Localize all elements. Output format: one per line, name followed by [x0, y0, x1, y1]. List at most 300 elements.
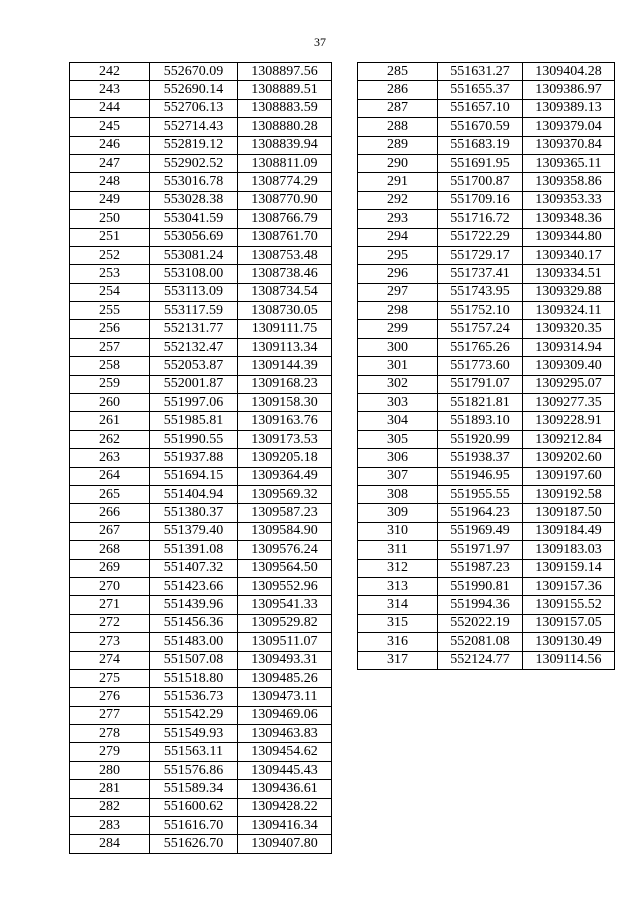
point-number-cell: 262	[70, 430, 150, 448]
x-coordinate-cell: 551616.70	[150, 817, 238, 835]
table-row	[358, 173, 615, 191]
y-coordinate-cell: 1309155.52	[523, 596, 615, 614]
table-row	[358, 614, 615, 632]
table-row	[70, 798, 332, 816]
table-row	[358, 99, 615, 117]
table-row	[70, 541, 332, 559]
y-coordinate-cell: 1309428.22	[238, 798, 332, 816]
y-coordinate-cell: 1309365.11	[523, 154, 615, 172]
point-number-cell: 276	[70, 688, 150, 706]
table-row	[70, 302, 332, 320]
x-coordinate-cell: 551694.15	[150, 467, 238, 485]
point-number-cell: 287	[358, 99, 438, 117]
x-coordinate-cell: 551507.08	[150, 651, 238, 669]
point-number-cell: 265	[70, 485, 150, 503]
x-coordinate-cell: 551631.27	[438, 63, 523, 81]
x-coordinate-cell: 551380.37	[150, 504, 238, 522]
table-row	[70, 210, 332, 228]
x-coordinate-cell: 551757.24	[438, 320, 523, 338]
x-coordinate-cell: 551937.88	[150, 449, 238, 467]
point-number-cell: 288	[358, 118, 438, 136]
point-number-cell: 282	[70, 798, 150, 816]
table-row	[70, 173, 332, 191]
x-coordinate-cell: 551518.80	[150, 669, 238, 687]
table-row	[70, 467, 332, 485]
y-coordinate-cell: 1309340.17	[523, 246, 615, 264]
y-coordinate-cell: 1309587.23	[238, 504, 332, 522]
x-coordinate-cell: 553117.59	[150, 302, 238, 320]
y-coordinate-cell: 1309541.33	[238, 596, 332, 614]
point-number-cell: 263	[70, 449, 150, 467]
table-row	[70, 504, 332, 522]
table-row	[358, 136, 615, 154]
point-number-cell: 303	[358, 394, 438, 412]
table-row	[358, 467, 615, 485]
x-coordinate-cell: 551536.73	[150, 688, 238, 706]
y-coordinate-cell: 1309416.34	[238, 817, 332, 835]
x-coordinate-cell: 551589.34	[150, 780, 238, 798]
x-coordinate-cell: 551657.10	[438, 99, 523, 117]
x-coordinate-cell: 551969.49	[438, 522, 523, 540]
x-coordinate-cell: 551791.07	[438, 375, 523, 393]
point-number-cell: 259	[70, 375, 150, 393]
y-coordinate-cell: 1308811.09	[238, 154, 332, 172]
table-row	[70, 485, 332, 503]
point-number-cell: 270	[70, 577, 150, 595]
x-coordinate-cell: 552022.19	[438, 614, 523, 632]
x-coordinate-cell: 551407.32	[150, 559, 238, 577]
point-number-cell: 281	[70, 780, 150, 798]
point-number-cell: 247	[70, 154, 150, 172]
y-coordinate-cell: 1308839.94	[238, 136, 332, 154]
table-row	[70, 614, 332, 632]
table-row	[70, 596, 332, 614]
table-row	[358, 577, 615, 595]
point-number-cell: 272	[70, 614, 150, 632]
x-coordinate-cell: 551955.55	[438, 485, 523, 503]
table-row	[70, 191, 332, 209]
x-coordinate-cell: 551439.96	[150, 596, 238, 614]
x-coordinate-cell: 551743.95	[438, 283, 523, 301]
point-number-cell: 275	[70, 669, 150, 687]
y-coordinate-cell: 1309454.62	[238, 743, 332, 761]
point-number-cell: 245	[70, 118, 150, 136]
point-number-cell: 311	[358, 541, 438, 559]
y-coordinate-cell: 1309324.11	[523, 302, 615, 320]
y-coordinate-cell: 1309473.11	[238, 688, 332, 706]
table-row	[70, 430, 332, 448]
x-coordinate-cell: 551456.36	[150, 614, 238, 632]
table-row	[70, 246, 332, 264]
table-row	[358, 375, 615, 393]
point-number-cell: 254	[70, 283, 150, 301]
y-coordinate-cell: 1309552.96	[238, 577, 332, 595]
y-coordinate-cell: 1309159.14	[523, 559, 615, 577]
y-coordinate-cell: 1308770.90	[238, 191, 332, 209]
point-number-cell: 261	[70, 412, 150, 430]
x-coordinate-cell: 551700.87	[438, 173, 523, 191]
point-number-cell: 299	[358, 320, 438, 338]
x-coordinate-cell: 553016.78	[150, 173, 238, 191]
coordinates-table-left	[69, 62, 332, 854]
y-coordinate-cell: 1309205.18	[238, 449, 332, 467]
table-row	[70, 412, 332, 430]
y-coordinate-cell: 1309576.24	[238, 541, 332, 559]
table-row	[70, 835, 332, 853]
point-number-cell: 251	[70, 228, 150, 246]
table-row	[70, 283, 332, 301]
x-coordinate-cell: 553028.38	[150, 191, 238, 209]
table-row	[358, 283, 615, 301]
x-coordinate-cell: 552706.13	[150, 99, 238, 117]
table-row	[358, 633, 615, 651]
x-coordinate-cell: 551716.72	[438, 210, 523, 228]
point-number-cell: 279	[70, 743, 150, 761]
point-number-cell: 266	[70, 504, 150, 522]
point-number-cell: 317	[358, 651, 438, 669]
x-coordinate-cell: 551391.08	[150, 541, 238, 559]
point-number-cell: 260	[70, 394, 150, 412]
point-number-cell: 315	[358, 614, 438, 632]
y-coordinate-cell: 1309584.90	[238, 522, 332, 540]
x-coordinate-cell: 552690.14	[150, 81, 238, 99]
table-row	[358, 118, 615, 136]
x-coordinate-cell: 551997.06	[150, 394, 238, 412]
table-row	[358, 63, 615, 81]
x-coordinate-cell: 552902.52	[150, 154, 238, 172]
x-coordinate-cell: 552131.77	[150, 320, 238, 338]
x-coordinate-cell: 553056.69	[150, 228, 238, 246]
point-number-cell: 286	[358, 81, 438, 99]
x-coordinate-cell: 551483.00	[150, 633, 238, 651]
point-number-cell: 307	[358, 467, 438, 485]
point-number-cell: 312	[358, 559, 438, 577]
point-number-cell: 283	[70, 817, 150, 835]
table-row	[70, 688, 332, 706]
table-row	[70, 743, 332, 761]
point-number-cell: 258	[70, 357, 150, 375]
point-number-cell: 278	[70, 725, 150, 743]
table-row	[70, 577, 332, 595]
x-coordinate-cell: 551404.94	[150, 485, 238, 503]
x-coordinate-cell: 552124.77	[438, 651, 523, 669]
point-number-cell: 252	[70, 246, 150, 264]
y-coordinate-cell: 1309469.06	[238, 706, 332, 724]
table-row	[70, 375, 332, 393]
x-coordinate-cell: 552001.87	[150, 375, 238, 393]
x-coordinate-cell: 551920.99	[438, 430, 523, 448]
table-row	[358, 522, 615, 540]
point-number-cell: 250	[70, 210, 150, 228]
y-coordinate-cell: 1309295.07	[523, 375, 615, 393]
point-number-cell: 267	[70, 522, 150, 540]
x-coordinate-cell: 553081.24	[150, 246, 238, 264]
y-coordinate-cell: 1309407.80	[238, 835, 332, 853]
x-coordinate-cell: 551626.70	[150, 835, 238, 853]
point-number-cell: 256	[70, 320, 150, 338]
y-coordinate-cell: 1309157.36	[523, 577, 615, 595]
point-number-cell: 255	[70, 302, 150, 320]
table-row	[358, 338, 615, 356]
x-coordinate-cell: 551423.66	[150, 577, 238, 595]
y-coordinate-cell: 1309404.28	[523, 63, 615, 81]
x-coordinate-cell: 552132.47	[150, 338, 238, 356]
x-coordinate-cell: 551729.17	[438, 246, 523, 264]
y-coordinate-cell: 1309314.94	[523, 338, 615, 356]
y-coordinate-cell: 1309353.33	[523, 191, 615, 209]
y-coordinate-cell: 1309386.97	[523, 81, 615, 99]
table-row	[70, 118, 332, 136]
x-coordinate-cell: 551600.62	[150, 798, 238, 816]
table-row	[70, 357, 332, 375]
x-coordinate-cell: 552670.09	[150, 63, 238, 81]
table-row	[70, 559, 332, 577]
point-number-cell: 248	[70, 173, 150, 191]
table-row	[70, 136, 332, 154]
y-coordinate-cell: 1309183.03	[523, 541, 615, 559]
x-coordinate-cell: 551691.95	[438, 154, 523, 172]
point-number-cell: 268	[70, 541, 150, 559]
x-coordinate-cell: 551971.97	[438, 541, 523, 559]
table-row	[358, 265, 615, 283]
point-number-cell: 297	[358, 283, 438, 301]
point-number-cell: 271	[70, 596, 150, 614]
y-coordinate-cell: 1308880.28	[238, 118, 332, 136]
page-number: 37	[314, 35, 326, 49]
point-number-cell: 309	[358, 504, 438, 522]
point-number-cell: 313	[358, 577, 438, 595]
x-coordinate-cell: 551990.55	[150, 430, 238, 448]
table-row	[358, 302, 615, 320]
x-coordinate-cell: 552714.43	[150, 118, 238, 136]
table-row	[358, 394, 615, 412]
table-row	[70, 761, 332, 779]
y-coordinate-cell: 1309228.91	[523, 412, 615, 430]
y-coordinate-cell: 1308761.70	[238, 228, 332, 246]
table-row	[358, 320, 615, 338]
table-row	[358, 430, 615, 448]
point-number-cell: 305	[358, 430, 438, 448]
table-row	[70, 338, 332, 356]
point-number-cell: 292	[358, 191, 438, 209]
table-row	[70, 228, 332, 246]
y-coordinate-cell: 1309379.04	[523, 118, 615, 136]
y-coordinate-cell: 1308738.46	[238, 265, 332, 283]
table-row	[70, 522, 332, 540]
x-coordinate-cell: 552053.87	[150, 357, 238, 375]
y-coordinate-cell: 1308753.48	[238, 246, 332, 264]
y-coordinate-cell: 1309163.76	[238, 412, 332, 430]
coordinates-table-right	[357, 62, 615, 670]
y-coordinate-cell: 1309309.40	[523, 357, 615, 375]
x-coordinate-cell: 552819.12	[150, 136, 238, 154]
x-coordinate-cell: 551670.59	[438, 118, 523, 136]
table-row	[70, 633, 332, 651]
table-row	[358, 651, 615, 669]
y-coordinate-cell: 1309113.34	[238, 338, 332, 356]
y-coordinate-cell: 1309111.75	[238, 320, 332, 338]
point-number-cell: 274	[70, 651, 150, 669]
y-coordinate-cell: 1309511.07	[238, 633, 332, 651]
point-number-cell: 290	[358, 154, 438, 172]
x-coordinate-cell: 551821.81	[438, 394, 523, 412]
point-number-cell: 316	[358, 633, 438, 651]
y-coordinate-cell: 1309130.49	[523, 633, 615, 651]
x-coordinate-cell: 551542.29	[150, 706, 238, 724]
point-number-cell: 244	[70, 99, 150, 117]
y-coordinate-cell: 1309192.58	[523, 485, 615, 503]
y-coordinate-cell: 1309168.23	[238, 375, 332, 393]
x-coordinate-cell: 551549.93	[150, 725, 238, 743]
point-number-cell: 310	[358, 522, 438, 540]
x-coordinate-cell: 551946.95	[438, 467, 523, 485]
point-number-cell: 277	[70, 706, 150, 724]
y-coordinate-cell: 1309202.60	[523, 449, 615, 467]
x-coordinate-cell: 551655.37	[438, 81, 523, 99]
table-row	[70, 706, 332, 724]
y-coordinate-cell: 1309173.53	[238, 430, 332, 448]
point-number-cell: 273	[70, 633, 150, 651]
y-coordinate-cell: 1309320.35	[523, 320, 615, 338]
table-row	[70, 817, 332, 835]
y-coordinate-cell: 1309485.26	[238, 669, 332, 687]
x-coordinate-cell: 551964.23	[438, 504, 523, 522]
table-row	[70, 669, 332, 687]
table-row	[70, 651, 332, 669]
y-coordinate-cell: 1309158.30	[238, 394, 332, 412]
y-coordinate-cell: 1309493.31	[238, 651, 332, 669]
y-coordinate-cell: 1309364.49	[238, 467, 332, 485]
y-coordinate-cell: 1309144.39	[238, 357, 332, 375]
y-coordinate-cell: 1309564.50	[238, 559, 332, 577]
table-row	[358, 559, 615, 577]
point-number-cell: 296	[358, 265, 438, 283]
point-number-cell: 289	[358, 136, 438, 154]
y-coordinate-cell: 1309334.51	[523, 265, 615, 283]
x-coordinate-cell: 551752.10	[438, 302, 523, 320]
y-coordinate-cell: 1308774.29	[238, 173, 332, 191]
y-coordinate-cell: 1308730.05	[238, 302, 332, 320]
table-row	[358, 596, 615, 614]
x-coordinate-cell: 551683.19	[438, 136, 523, 154]
y-coordinate-cell: 1309445.43	[238, 761, 332, 779]
y-coordinate-cell: 1309329.88	[523, 283, 615, 301]
point-number-cell: 301	[358, 357, 438, 375]
y-coordinate-cell: 1308889.51	[238, 81, 332, 99]
y-coordinate-cell: 1308897.56	[238, 63, 332, 81]
y-coordinate-cell: 1309463.83	[238, 725, 332, 743]
table-row	[70, 449, 332, 467]
table-row	[358, 81, 615, 99]
table-row	[358, 449, 615, 467]
table-row	[70, 780, 332, 798]
table-row	[70, 63, 332, 81]
point-number-cell: 280	[70, 761, 150, 779]
point-number-cell: 295	[358, 246, 438, 264]
table-row	[70, 265, 332, 283]
table-row	[358, 154, 615, 172]
point-number-cell: 293	[358, 210, 438, 228]
x-coordinate-cell: 553113.09	[150, 283, 238, 301]
y-coordinate-cell: 1309529.82	[238, 614, 332, 632]
x-coordinate-cell: 551994.36	[438, 596, 523, 614]
point-number-cell: 298	[358, 302, 438, 320]
x-coordinate-cell: 553041.59	[150, 210, 238, 228]
point-number-cell: 285	[358, 63, 438, 81]
point-number-cell: 246	[70, 136, 150, 154]
y-coordinate-cell: 1309344.80	[523, 228, 615, 246]
y-coordinate-cell: 1309157.05	[523, 614, 615, 632]
x-coordinate-cell: 551893.10	[438, 412, 523, 430]
table-row	[70, 81, 332, 99]
point-number-cell: 249	[70, 191, 150, 209]
y-coordinate-cell: 1309187.50	[523, 504, 615, 522]
x-coordinate-cell: 551709.16	[438, 191, 523, 209]
table-row	[70, 725, 332, 743]
point-number-cell: 306	[358, 449, 438, 467]
x-coordinate-cell: 551985.81	[150, 412, 238, 430]
point-number-cell: 302	[358, 375, 438, 393]
point-number-cell: 257	[70, 338, 150, 356]
table-row	[358, 541, 615, 559]
y-coordinate-cell: 1309277.35	[523, 394, 615, 412]
table-row	[358, 412, 615, 430]
y-coordinate-cell: 1309389.13	[523, 99, 615, 117]
point-number-cell: 269	[70, 559, 150, 577]
x-coordinate-cell: 551990.81	[438, 577, 523, 595]
point-number-cell: 243	[70, 81, 150, 99]
x-coordinate-cell: 553108.00	[150, 265, 238, 283]
table-row	[358, 485, 615, 503]
point-number-cell: 314	[358, 596, 438, 614]
x-coordinate-cell: 551773.60	[438, 357, 523, 375]
table-row	[70, 394, 332, 412]
x-coordinate-cell: 551576.86	[150, 761, 238, 779]
y-coordinate-cell: 1308766.79	[238, 210, 332, 228]
point-number-cell: 304	[358, 412, 438, 430]
table-row	[358, 228, 615, 246]
y-coordinate-cell: 1309197.60	[523, 467, 615, 485]
table-row	[70, 320, 332, 338]
y-coordinate-cell: 1309348.36	[523, 210, 615, 228]
y-coordinate-cell: 1309370.84	[523, 136, 615, 154]
table-row	[358, 246, 615, 264]
table-row	[70, 99, 332, 117]
x-coordinate-cell: 551938.37	[438, 449, 523, 467]
table-row	[70, 154, 332, 172]
x-coordinate-cell: 551563.11	[150, 743, 238, 761]
y-coordinate-cell: 1309569.32	[238, 485, 332, 503]
y-coordinate-cell: 1308734.54	[238, 283, 332, 301]
table-row	[358, 504, 615, 522]
y-coordinate-cell: 1309184.49	[523, 522, 615, 540]
point-number-cell: 253	[70, 265, 150, 283]
table-row	[358, 210, 615, 228]
y-coordinate-cell: 1309436.61	[238, 780, 332, 798]
point-number-cell: 264	[70, 467, 150, 485]
y-coordinate-cell: 1309358.86	[523, 173, 615, 191]
y-coordinate-cell: 1308883.59	[238, 99, 332, 117]
x-coordinate-cell: 551987.23	[438, 559, 523, 577]
x-coordinate-cell: 552081.08	[438, 633, 523, 651]
x-coordinate-cell: 551379.40	[150, 522, 238, 540]
y-coordinate-cell: 1309114.56	[523, 651, 615, 669]
point-number-cell: 294	[358, 228, 438, 246]
table-row	[358, 357, 615, 375]
x-coordinate-cell: 551737.41	[438, 265, 523, 283]
table-row	[358, 191, 615, 209]
x-coordinate-cell: 551765.26	[438, 338, 523, 356]
